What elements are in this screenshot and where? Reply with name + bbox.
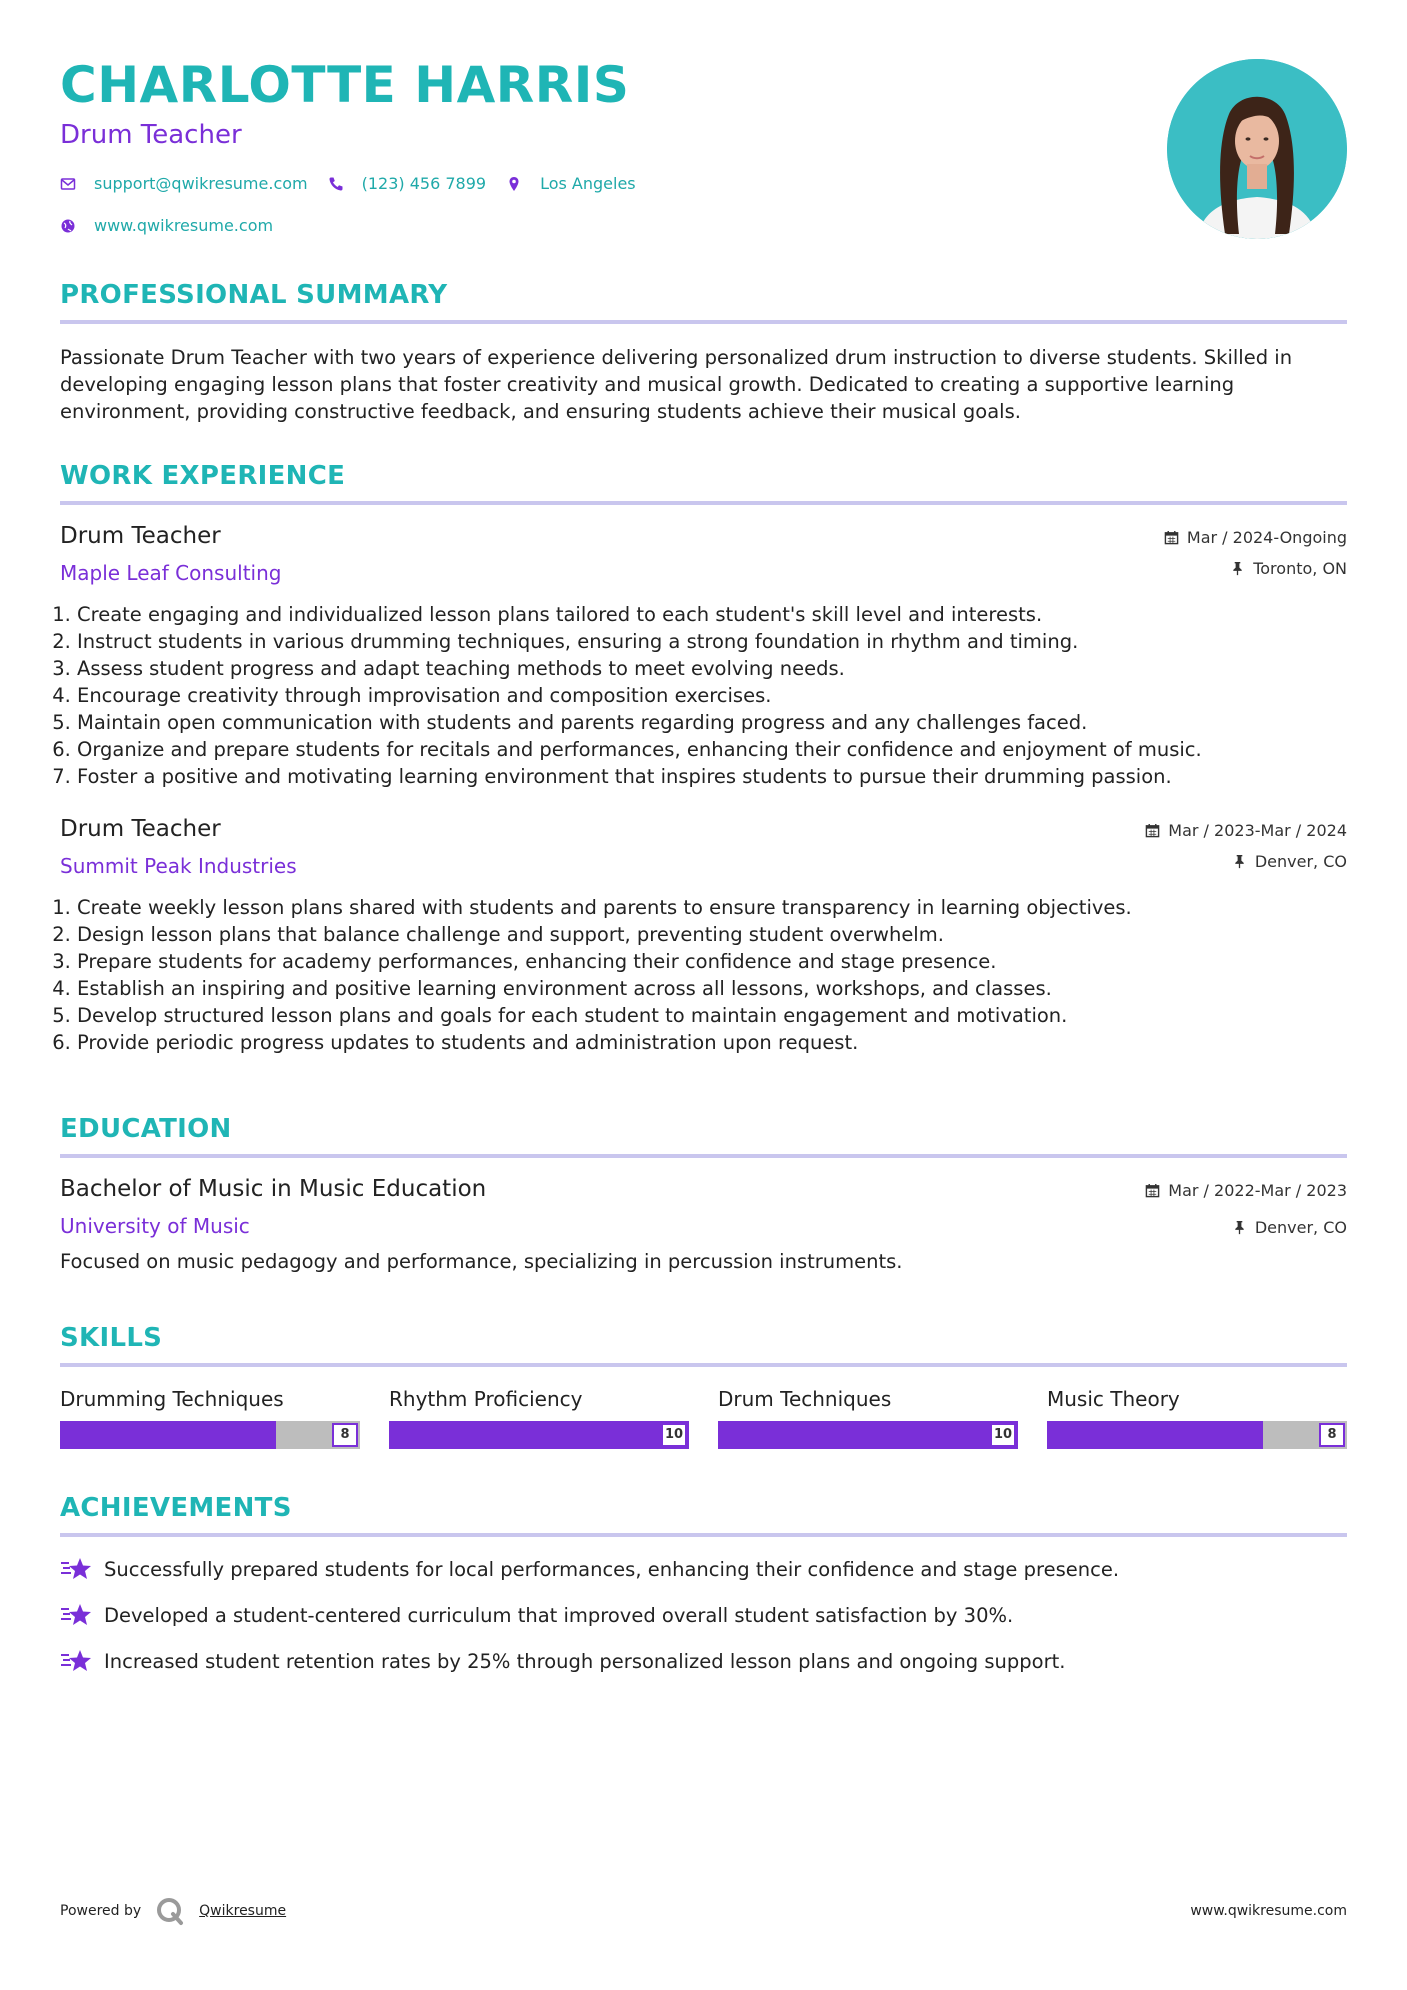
education-dates-text: Mar / 2022-Mar / 2023 (1168, 1180, 1347, 1200)
section-divider (60, 1533, 1347, 1537)
map-pin-icon (506, 176, 522, 192)
powered-by (60, 1896, 286, 1926)
education-section (60, 1114, 1347, 1273)
achievements-list (60, 1555, 1347, 1675)
skills-section (60, 1323, 1347, 1449)
skill-item (718, 1387, 1018, 1449)
shooting-star-icon (60, 1647, 92, 1675)
location-text: Los Angeles (540, 174, 636, 193)
education-meta (1145, 1180, 1347, 1237)
skill-item (60, 1387, 360, 1449)
globe-icon (60, 218, 76, 234)
phone-number[interactable]: (123) 456 7899 (361, 174, 487, 193)
qwikresume-logo-icon (155, 1896, 185, 1926)
job-title: Drum Teacher (60, 523, 221, 549)
skill-level-fill (1047, 1421, 1263, 1449)
job-location-text: Denver, CO (1254, 851, 1347, 871)
job-dates (1145, 820, 1347, 840)
skill-level-bar (718, 1421, 1018, 1449)
website-link[interactable]: www.qwikresume.com (94, 216, 274, 235)
experience-section (60, 461, 1347, 1056)
section-title-skills: SKILLS (60, 1323, 163, 1353)
section-divider (60, 501, 1347, 505)
list-item: 4. Encourage creativity through improvisation and composition exercises. (77, 682, 1347, 709)
list-item: 6. Provide periodic progress updates to students and administration upon request. (77, 1029, 1347, 1056)
job-company: Summit Peak Industries (60, 854, 297, 878)
page-footer (60, 1896, 1347, 1926)
job-entry (60, 523, 1347, 790)
job-dates-text: Mar / 2024-Ongoing (1186, 527, 1347, 547)
pushpin-icon (1232, 854, 1247, 869)
job-entry (60, 816, 1347, 1056)
contact-row-website (60, 216, 293, 235)
education-location (1145, 1217, 1347, 1237)
job-dates (1164, 527, 1347, 547)
list-item: 3. Prepare students for academy performances, enhancing their confidence and stage presence. (77, 948, 1347, 975)
job-location-text: Toronto, ON (1253, 558, 1347, 578)
section-divider (60, 320, 1347, 324)
skill-item (1047, 1387, 1347, 1449)
portrait-photo (1167, 59, 1347, 239)
pushpin-icon (1230, 561, 1245, 576)
skill-name: Rhythm Proficiency (389, 1387, 583, 1411)
skill-level-value: 8 (1319, 1423, 1345, 1447)
education-dates (1145, 1180, 1347, 1200)
achievements-section (60, 1493, 1347, 1675)
job-title: Drum Teacher (60, 816, 221, 842)
candidate-name: CHARLOTTE HARRIS (60, 56, 630, 114)
shooting-star-icon (60, 1601, 92, 1629)
section-title-achievements: ACHIEVEMENTS (60, 1493, 292, 1523)
list-item: 1. Create weekly lesson plans shared with students and parents to ensure transparency in learning objectives. (77, 894, 1347, 921)
pushpin-icon (1232, 1220, 1247, 1235)
school-name: University of Music (60, 1214, 250, 1238)
skills-grid (60, 1387, 1347, 1449)
skill-level-value: 10 (661, 1423, 687, 1447)
candidate-role: Drum Teacher (60, 120, 242, 150)
list-item: 5. Maintain open communication with students and parents regarding progress and any challenges faced. (77, 709, 1347, 736)
section-divider (60, 1154, 1347, 1158)
skill-level-value: 10 (990, 1423, 1016, 1447)
summary-text: Passionate Drum Teacher with two years of experience delivering personalized drum instruction to diverse students. Skilled in developing engaging lesson plans that foster creativity and musical growth. Dedicated to creating a supportive learning environment, providing constructive feedback, and ensuring students achieve their musical goals. (60, 346, 1293, 423)
section-title-education: EDUCATION (60, 1114, 232, 1144)
footer-url[interactable]: www.qwikresume.com (1190, 1903, 1347, 1919)
job-location (1164, 558, 1347, 578)
skill-name: Music Theory (1047, 1387, 1180, 1411)
list-item: 7. Foster a positive and motivating learning environment that inspires students to pursue their drumming passion. (77, 763, 1347, 790)
section-divider (60, 1363, 1347, 1367)
job-dates-text: Mar / 2023-Mar / 2024 (1168, 820, 1347, 840)
skill-level-value: 8 (332, 1423, 358, 1447)
job-meta (1145, 820, 1347, 871)
job-location (1145, 851, 1347, 871)
section-title-experience: WORK EXPERIENCE (60, 461, 346, 491)
email-link[interactable]: support@qwikresume.com (94, 174, 308, 193)
degree-title: Bachelor of Music in Music Education (60, 1176, 487, 1202)
education-description: Focused on music pedagogy and performance, specializing in percussion instruments. (60, 1250, 903, 1273)
skill-name: Drumming Techniques (60, 1387, 284, 1411)
powered-by-label: Powered by (60, 1903, 142, 1919)
shooting-star-icon (60, 1555, 92, 1583)
skill-level-bar (1047, 1421, 1347, 1449)
job-meta (1164, 527, 1347, 578)
education-entry (60, 1176, 1347, 1273)
summary-section (60, 280, 1347, 425)
skill-level-fill (389, 1421, 689, 1449)
list-item (60, 1647, 1347, 1675)
contact-row (60, 174, 656, 193)
job-duties (60, 894, 1347, 1056)
calendar-icon (1145, 1183, 1160, 1198)
list-item: 2. Instruct students in various drumming techniques, ensuring a strong foundation in rhythm and timing. (77, 628, 1347, 655)
phone-icon (328, 176, 344, 192)
envelope-icon (60, 176, 76, 192)
skill-name: Drum Techniques (718, 1387, 892, 1411)
skill-item (389, 1387, 689, 1449)
list-item: 4. Establish an inspiring and positive learning environment across all lessons, workshops, and classes. (77, 975, 1347, 1002)
calendar-icon (1145, 823, 1160, 838)
achievement-text: Developed a student-centered curriculum that improved overall student satisfaction by 30%. (104, 1603, 1014, 1627)
achievement-text: Successfully prepared students for local performances, enhancing their confidence and stage presence. (104, 1557, 1120, 1581)
resume-header (60, 0, 1347, 255)
brand-link[interactable]: Qwikresume (199, 1903, 287, 1919)
section-title-summary: PROFESSIONAL SUMMARY (60, 280, 448, 310)
calendar-icon (1164, 530, 1179, 545)
list-item: 2. Design lesson plans that balance challenge and support, preventing student overwhelm. (77, 921, 1347, 948)
list-item: 6. Organize and prepare students for recitals and performances, enhancing their confidence and enjoyment of music. (77, 736, 1347, 763)
achievement-text: Increased student retention rates by 25% through personalized lesson plans and ongoing support. (104, 1649, 1066, 1673)
skill-level-bar (389, 1421, 689, 1449)
skill-level-bar (60, 1421, 360, 1449)
skill-level-fill (718, 1421, 1018, 1449)
avatar (1167, 59, 1347, 239)
list-item: 3. Assess student progress and adapt teaching methods to meet evolving needs. (77, 655, 1347, 682)
skill-level-fill (60, 1421, 276, 1449)
list-item: 1. Create engaging and individualized lesson plans tailored to each student's skill level and interests. (77, 601, 1347, 628)
job-duties (60, 601, 1347, 790)
education-location-text: Denver, CO (1254, 1217, 1347, 1237)
list-item: 5. Develop structured lesson plans and goals for each student to maintain engagement and motivation. (77, 1002, 1347, 1029)
list-item (60, 1555, 1347, 1583)
job-company: Maple Leaf Consulting (60, 561, 282, 585)
list-item (60, 1601, 1347, 1629)
